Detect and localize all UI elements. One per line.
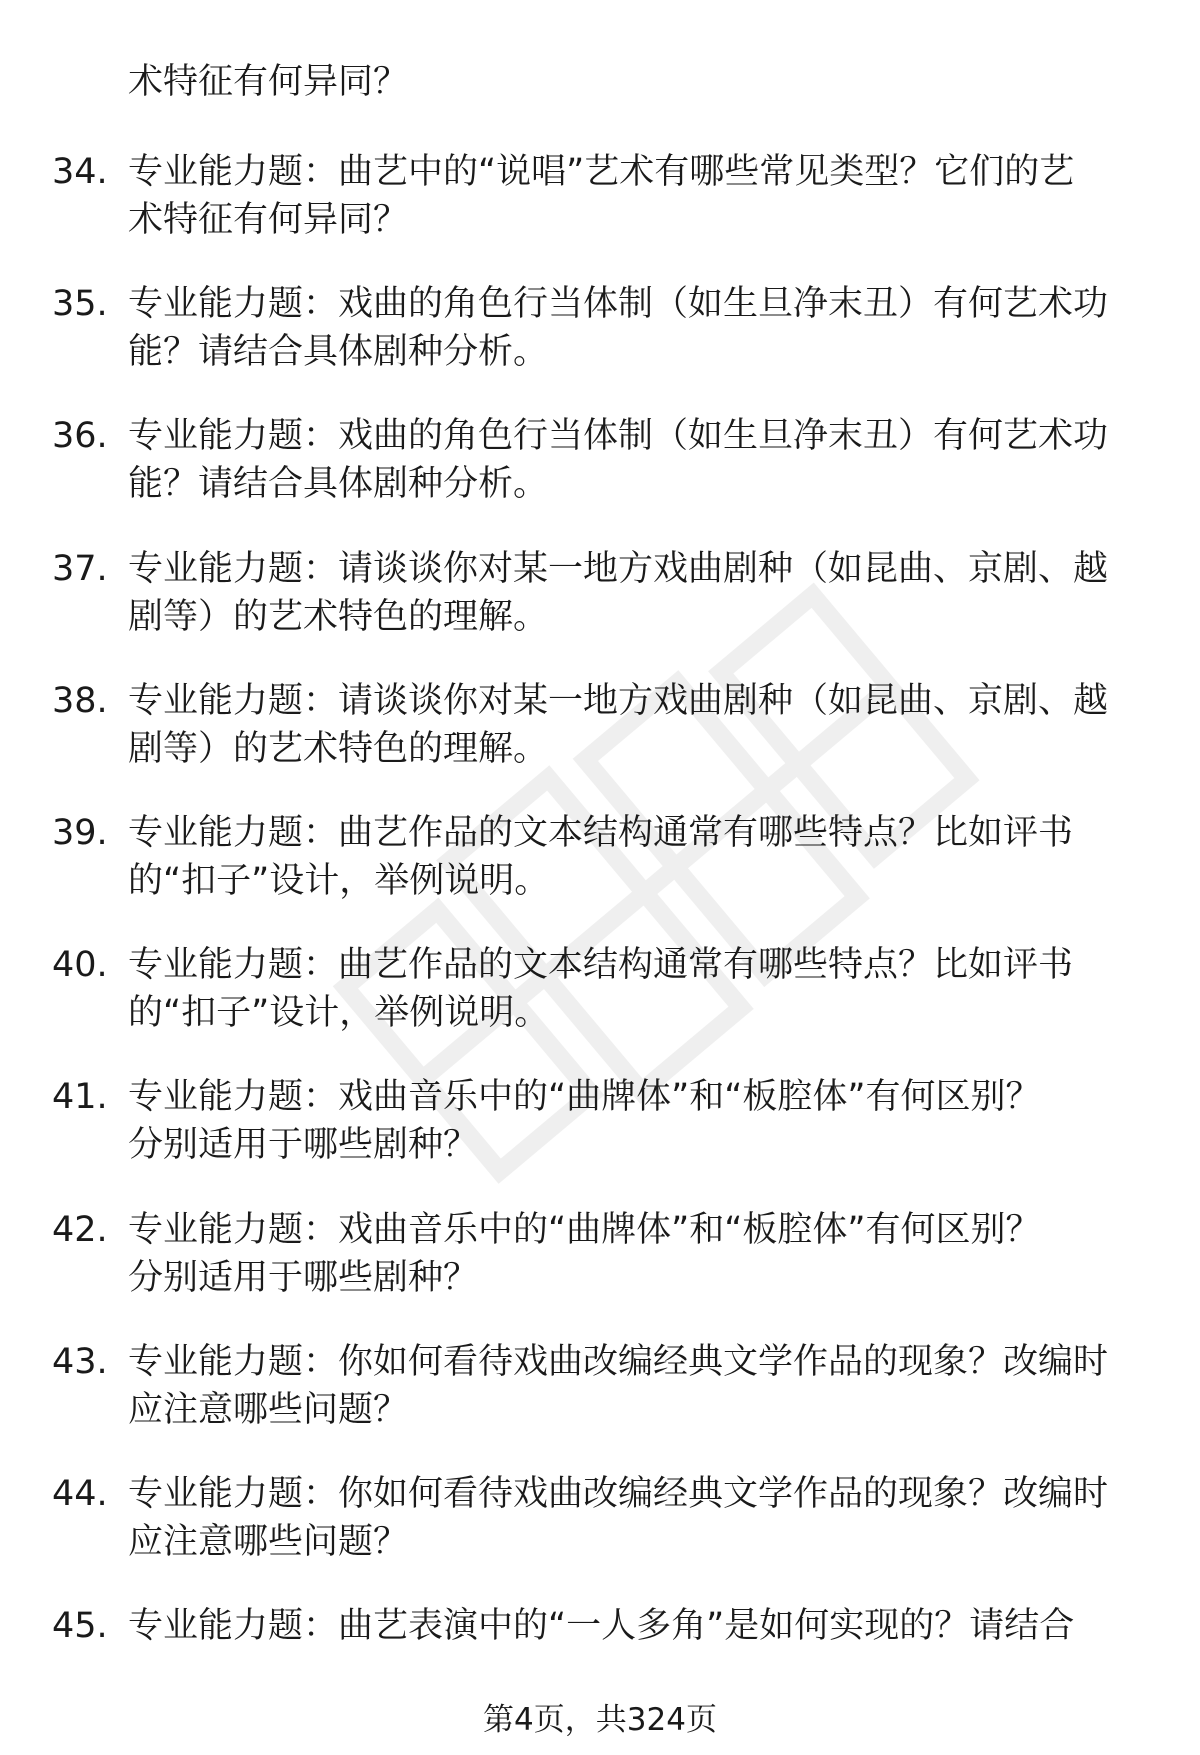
question-text [128, 1206, 1152, 1302]
question-line: 能？请结合具体剧种分析。 [128, 332, 549, 373]
question-line: 专业能力题：请谈谈你对某一地方戏曲剧种（如昆曲、京剧、越 [128, 548, 1109, 589]
question-number: 34. [52, 152, 108, 192]
question-number: 36. [52, 416, 108, 457]
page-footer: 第4页，共324页 [483, 1702, 717, 1738]
question-line: 专业能力题：曲艺作品的文本结构通常有哪些特点？比如评书 [128, 812, 1074, 853]
question-line: 专业能力题：曲艺表演中的“一人多角”是如何实现的？请结合 [128, 1606, 1075, 1647]
question-line: 专业能力题：曲艺中的“说唱”艺术有哪些常见类型？它们的艺 [128, 152, 1075, 192]
question-text [128, 677, 1152, 773]
question-item [52, 148, 1152, 280]
question-text [128, 148, 1152, 244]
question-text [128, 1602, 1152, 1650]
question-line: 剧等）的艺术特色的理解。 [128, 596, 549, 637]
question-item [52, 1338, 1152, 1470]
question-line: 分别适用于哪些剧种？ [128, 1257, 479, 1298]
question-item [52, 412, 1152, 544]
question-line: 的“扣子”设计，举例说明。 [128, 860, 550, 901]
question-line: 专业能力题：曲艺作品的文本结构通常有哪些特点？比如评书 [128, 945, 1074, 986]
question-text [128, 809, 1152, 905]
question-line: 专业能力题：你如何看待戏曲改编经典文学作品的现象？改编时 [128, 1473, 1109, 1514]
question-number: 35. [52, 284, 108, 325]
continued-question-text: 术特征有何异同？ [128, 62, 409, 102]
question-number: 37. [52, 548, 108, 589]
question-item [52, 677, 1152, 809]
question-line: 术特征有何异同？ [128, 200, 409, 240]
question-text [128, 545, 1152, 641]
question-line: 应注意哪些问题？ [128, 1521, 409, 1562]
question-item [52, 809, 1152, 941]
question-line: 专业能力题：请谈谈你对某一地方戏曲剧种（如昆曲、京剧、越 [128, 680, 1109, 721]
question-text [128, 941, 1152, 1037]
question-text [128, 1338, 1152, 1434]
question-line: 剧等）的艺术特色的理解。 [128, 728, 549, 769]
question-text [128, 280, 1152, 376]
question-number: 45. [52, 1606, 108, 1647]
question-text [128, 1470, 1152, 1566]
question-number: 40. [52, 945, 108, 986]
question-number: 39. [52, 812, 108, 853]
question-list [52, 148, 1152, 1734]
question-item [52, 1470, 1152, 1602]
question-item [52, 941, 1152, 1073]
question-item [52, 1206, 1152, 1338]
question-line: 的“扣子”设计，举例说明。 [128, 993, 550, 1034]
question-text [128, 412, 1152, 508]
question-line: 专业能力题：戏曲音乐中的“曲牌体”和“板腔体”有何区别？ [128, 1077, 1041, 1118]
question-item [52, 545, 1152, 677]
question-item [52, 1073, 1152, 1205]
question-number: 41. [52, 1077, 108, 1118]
question-line: 专业能力题：你如何看待戏曲改编经典文学作品的现象？改编时 [128, 1341, 1109, 1382]
question-number: 44. [52, 1473, 108, 1514]
question-number: 38. [52, 680, 108, 721]
question-item [52, 280, 1152, 412]
question-line: 能？请结合具体剧种分析。 [128, 464, 549, 505]
question-line: 专业能力题：戏曲的角色行当体制（如生旦净末丑）有何艺术功 [128, 284, 1109, 325]
question-line: 专业能力题：戏曲音乐中的“曲牌体”和“板腔体”有何区别？ [128, 1209, 1041, 1250]
question-line: 专业能力题：戏曲的角色行当体制（如生旦净末丑）有何艺术功 [128, 416, 1109, 457]
question-number: 42. [52, 1209, 108, 1250]
question-number: 43. [52, 1341, 108, 1382]
question-line: 应注意哪些问题？ [128, 1389, 409, 1430]
question-line: 分别适用于哪些剧种？ [128, 1125, 479, 1166]
question-text [128, 1073, 1152, 1169]
